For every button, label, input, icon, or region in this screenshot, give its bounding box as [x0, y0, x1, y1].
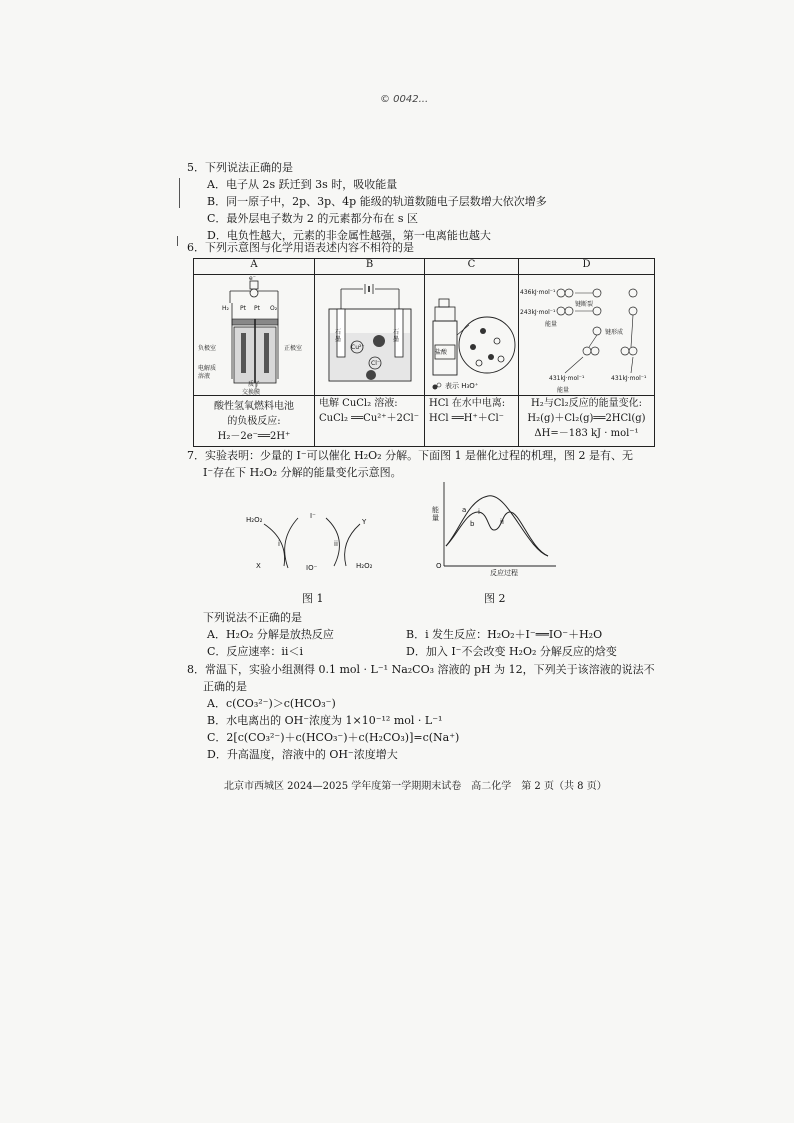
electrolysis-cl-ion-label: Cl⁻ — [371, 360, 381, 367]
q6-caption-d-line2: H₂(g)＋Cl₂(g)══2HCl(g) — [527, 413, 646, 424]
q6-caption-b-line2: CuCl₂ ══Cu²⁺＋2Cl⁻ — [319, 413, 420, 424]
q6-caption-c-line2: HCl ══H⁺＋Cl⁻ — [429, 413, 504, 424]
fig2-curve-b-label: b — [470, 520, 475, 528]
fig2-x-axis-label: 反应过程 — [490, 569, 518, 577]
fig1-caption: 图 1 — [302, 592, 324, 605]
q7-option-d: D．加入 I⁻不会改变 H₂O₂ 分解反应的焓变 — [406, 645, 617, 658]
bond-break-label: 键断裂 — [575, 301, 594, 308]
energy-absorb-label: 能量 — [545, 321, 558, 328]
fig1-step-ii-label: ii — [334, 540, 338, 548]
q7-stem-line1: 7．实验表明：少量的 I⁻可以催化 H₂O₂ 分解。下面图 1 是催化过程的机理，图 2 是有、无 — [187, 449, 634, 462]
q7-figure-2 — [430, 478, 560, 578]
q5-option-c: C．最外层电子数为 2 的元素都分布在 s 区 — [207, 212, 419, 225]
q5-stem: 5．下列说法正确的是 — [187, 161, 293, 174]
q6-caption-a-line1: 酸性氢氧燃料电池 — [214, 400, 294, 412]
q6-caption-d — [519, 396, 655, 447]
fig2-origin-label: O — [436, 562, 442, 570]
q7-stem-line2: I⁻存在下 H₂O₂ 分解的能量变化示意图。 — [203, 466, 402, 479]
q6-header-b: B — [315, 259, 425, 275]
margin-mark — [177, 236, 178, 246]
fuel-cell-membrane-label-1: 质子 — [248, 381, 261, 388]
q7-option-b: B．i 发生反应：H₂O₂＋I⁻══IO⁻＋H₂O — [406, 628, 603, 641]
page-footer: 北京市西城区 2024—2025 学年度第一学期期末试卷 高二化学 第 2 页（共 8 页） — [224, 781, 607, 792]
fig1-io-label: IO⁻ — [306, 564, 318, 572]
energy-hcl-bond-label-1: 431kJ·mol⁻¹ — [549, 375, 585, 382]
q7-question: 下列说法不正确的是 — [203, 611, 302, 624]
q5-option-b: B．同一原子中，2p、3p、4p 能级的轨道数随电子层数增大依次增多 — [207, 195, 547, 208]
q7-option-a: A．H₂O₂ 分解是放热反应 — [207, 628, 334, 641]
q6-caption-b-line1: 电解 CuCl₂ 溶液: — [319, 398, 398, 409]
fuel-cell-pt1-label: Pt — [240, 305, 246, 312]
electrolysis-right-electrode-label: 石墨 — [393, 329, 400, 343]
q6-caption-a-line2: 的负极反应: — [227, 415, 281, 427]
fuel-cell-electron-label: e⁻ — [249, 275, 256, 282]
q6-caption-a-line3: H₂－2e⁻══2H⁺ — [217, 430, 291, 442]
fuel-cell-negative-chamber-label: 负极室 — [198, 345, 217, 352]
fig2-peak-ii-label: ii — [500, 518, 504, 526]
q6-header-c: C — [425, 259, 519, 275]
q6-figure-d — [519, 275, 655, 396]
energy-cl2-bond-label: 243kJ·mol⁻¹ — [520, 309, 556, 316]
fuel-cell-positive-chamber-label: 正极室 — [284, 345, 303, 352]
q8-stem-line1: 8．常温下，实验小组测得 0.1 mol · L⁻¹ Na₂CO₃ 溶液的 pH 为 12，下列关于该溶液的说法不 — [187, 663, 655, 676]
q6-caption-c-line1: HCl 在水中电离: — [429, 398, 506, 409]
fig1-h2o2-bottom-label: H₂O₂ — [356, 562, 373, 570]
q5-option-d: D．电负性越大，元素的非金属性越强，第一电离能也越大 — [207, 229, 491, 242]
fig2-curve-a-label: a — [462, 506, 467, 514]
q6-table — [193, 258, 655, 447]
q6-figure-b — [315, 275, 425, 396]
q8-option-b: B．水电离出的 OH⁻浓度为 1×10⁻¹² mol · L⁻¹ — [207, 714, 443, 727]
fig2-y-axis-label: 能量 — [432, 506, 439, 522]
fig1-y-label: Y — [362, 518, 367, 526]
q6-caption-d-line1: H₂与Cl₂反应的能量变化: — [531, 398, 642, 409]
q6-caption-b — [315, 396, 425, 447]
electrolysis-left-electrode-label: 石墨 — [335, 329, 342, 343]
bond-form-label: 键形成 — [605, 329, 624, 336]
fig1-h2o2-top-label: H₂O₂ — [246, 516, 263, 524]
q7-option-c: C．反应速率：ii＜i — [207, 645, 303, 658]
fuel-cell-pt2-label: Pt — [254, 305, 260, 312]
margin-mark — [179, 178, 180, 208]
q8-stem-line2: 正确的是 — [203, 680, 247, 693]
fuel-cell-o2-label: O₂ — [270, 305, 278, 312]
energy-h2-bond-label: 436kJ·mol⁻¹ — [520, 289, 556, 296]
fig2-caption: 图 2 — [484, 592, 506, 605]
q8-option-d: D．升高温度，溶液中的 OH⁻浓度增大 — [207, 748, 398, 761]
q6-figure-c — [425, 275, 519, 396]
q6-header-a: A — [194, 259, 315, 275]
stamp-text: © 0042... — [380, 94, 429, 105]
q6-figure-a — [194, 275, 315, 396]
hydronium-note: 表示 H₃O⁺ — [445, 382, 479, 390]
q7-figure-1 — [236, 510, 396, 580]
q8-option-a: A．c(CO₃²⁻)＞c(HCO₃⁻) — [207, 697, 336, 710]
energy-release-label: 能量 — [557, 387, 570, 394]
q5-option-a: A．电子从 2s 跃迁到 3s 时，吸收能量 — [207, 178, 398, 191]
q6-caption-a — [194, 396, 315, 447]
fuel-cell-membrane-label-2: 交换膜 — [242, 389, 261, 396]
fig1-step-i-label: i — [278, 540, 280, 548]
fuel-cell-solution-label: 溶液 — [198, 373, 211, 380]
q6-caption-d-line3: ΔH=－183 kJ · mol⁻¹ — [534, 428, 639, 439]
energy-hcl-bond-label-2: 431kJ·mol⁻¹ — [611, 375, 647, 382]
q8-option-c: C．2[c(CO₃²⁻)＋c(HCO₃⁻)＋c(H₂CO₃)]=c(Na⁺) — [207, 731, 460, 744]
hcl-bottle-label: 盐酸 — [435, 349, 448, 356]
fig1-iodide-label: I⁻ — [310, 512, 316, 520]
fuel-cell-electrolyte-label: 电解质 — [198, 365, 217, 372]
fuel-cell-h2-label: H₂ — [222, 305, 229, 312]
fig1-x-label: X — [256, 562, 261, 570]
fig2-peak-i-label: i — [478, 508, 480, 516]
q6-stem: 6．下列示意图与化学用语表述内容不相符的是 — [187, 241, 414, 254]
electrolysis-cu-ion-label: Cu²⁺ — [351, 344, 365, 351]
q6-caption-c — [425, 396, 519, 447]
q6-header-d: D — [519, 259, 655, 275]
